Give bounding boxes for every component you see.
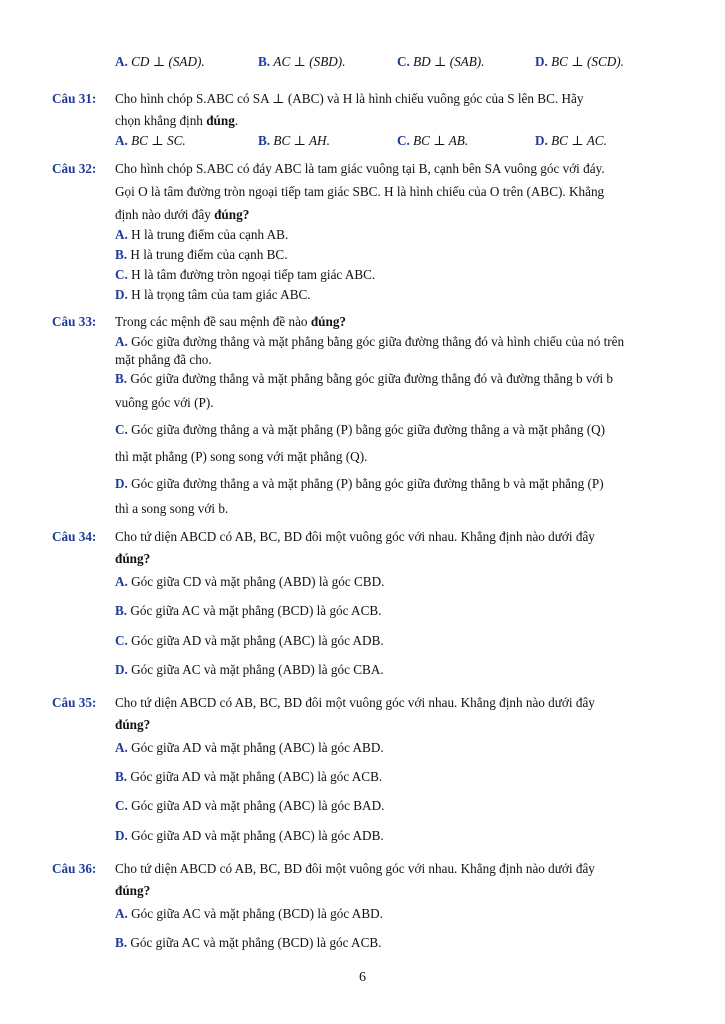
question-34-text-2: đúng? (115, 551, 151, 566)
option-b: B. AC ⊥ (SBD). (258, 54, 346, 69)
question-35-option-d: D. Góc giữa AD và mặt phẳng (ABC) là góc ADB. (115, 828, 384, 843)
question-33-text: Trong các mệnh đề sau mệnh đề nào đúng? (115, 314, 347, 329)
question-32-option-d: D. H là trọng tâm của tam giác ABC. (115, 287, 311, 302)
question-35-option-a: A. Góc giữa AD và mặt phẳng (ABC) là góc ABD. (115, 740, 384, 755)
option-c: C. BC ⊥ AB. (397, 133, 469, 148)
question-31-text: Cho hình chóp S.ABC có SA ⊥ (ABC) và H là hình chiếu vuông góc của S lên BC. Hãy (115, 91, 584, 106)
option-d: D. BC ⊥ AC. (535, 133, 607, 148)
question-33-label: Câu 33: (52, 314, 97, 329)
question-32-text-2: Gọi O là tâm đường tròn ngoại tiếp tam giác SBC. H là hình chiếu của O trên (ABC). Khẳng (115, 184, 605, 199)
question-33-option-d-cont: thì a song song với b. (115, 501, 229, 516)
question-35-text: Cho tứ diện ABCD có AB, BC, BD đôi một vuông góc với nhau. Khẳng định nào dưới đây (115, 695, 595, 710)
question-36-label: Câu 36: (52, 861, 97, 876)
question-35-text-2: đúng? (115, 717, 151, 732)
question-33-option-a: A. Góc giữa đường thẳng và mặt phẳng bằng góc giữa đường thẳng đó và hình chiếu của nó trên (115, 334, 625, 349)
question-36-option-b: B. Góc giữa AC và mặt phẳng (BCD) là góc ACB. (115, 935, 382, 950)
question-32-text-3: định nào dưới đây đúng? (115, 207, 250, 222)
question-36-option-a: A. Góc giữa AC và mặt phẳng (BCD) là góc ABD. (115, 906, 383, 921)
question-32-text: Cho hình chóp S.ABC có đáy ABC là tam giác vuông tại B, cạnh bên SA vuông góc với đáy. (115, 161, 605, 176)
question-31-text-2: chọn khẳng định đúng. (115, 113, 239, 128)
question-32-option-b: B. H là trung điểm của cạnh BC. (115, 247, 288, 262)
option-a: A. CD ⊥ (SAD). (115, 54, 205, 69)
option-b: B. BC ⊥ AH. (258, 133, 330, 148)
question-34-text: Cho tứ diện ABCD có AB, BC, BD đôi một vuông góc với nhau. Khẳng định nào dưới đây (115, 529, 595, 544)
question-32-option-c: C. H là tâm đường tròn ngoại tiếp tam giác ABC. (115, 267, 376, 282)
question-34-label: Câu 34: (52, 529, 97, 544)
question-34-option-c: C. Góc giữa AD và mặt phẳng (ABC) là góc ADB. (115, 633, 384, 648)
question-34-option-b: B. Góc giữa AC và mặt phẳng (BCD) là góc ACB. (115, 603, 382, 618)
question-33-option-b: B. Góc giữa đường thẳng và mặt phẳng bằng góc giữa đường thẳng đó và đường thẳng b với b (115, 371, 614, 386)
option-a: A. BC ⊥ SC. (115, 133, 186, 148)
question-33-option-d: D. Góc giữa đường thẳng a và mặt phẳng (P) bằng góc giữa đường thẳng b và mặt phẳng (P) (115, 476, 604, 491)
question-35-option-b: B. Góc giữa AD và mặt phẳng (ABC) là góc ACB. (115, 769, 383, 784)
page-number: 6 (359, 970, 366, 985)
option-d: D. BC ⊥ (SCD). (535, 54, 624, 69)
question-31-label: Câu 31: (52, 91, 97, 106)
question-36-text-2: đúng? (115, 883, 151, 898)
question-34-option-a: A. Góc giữa CD và mặt phẳng (ABD) là góc CBD. (115, 574, 385, 589)
option-c: C. BD ⊥ (SAB). (397, 54, 485, 69)
question-33-option-a-cont: mặt phẳng đã cho. (115, 352, 212, 367)
question-33-option-c-cont: thì mặt phẳng (P) song song với mặt phẳng (Q). (115, 449, 368, 464)
question-36-text: Cho tứ diện ABCD có AB, BC, BD đôi một vuông góc với nhau. Khẳng định nào dưới đây (115, 861, 595, 876)
question-32-option-a: A. H là trung điểm của cạnh AB. (115, 227, 289, 242)
question-33-option-c: C. Góc giữa đường thẳng a và mặt phẳng (P) bằng góc giữa đường thẳng a và mặt phẳng (Q) (115, 422, 606, 437)
question-35-label: Câu 35: (52, 695, 97, 710)
question-34-option-d: D. Góc giữa AC và mặt phẳng (ABD) là góc CBA. (115, 662, 384, 677)
question-33-option-b-cont: vuông góc với (P). (115, 395, 214, 410)
question-35-option-c: C. Góc giữa AD và mặt phẳng (ABC) là góc BAD. (115, 798, 385, 813)
question-32-label: Câu 32: (52, 161, 97, 176)
